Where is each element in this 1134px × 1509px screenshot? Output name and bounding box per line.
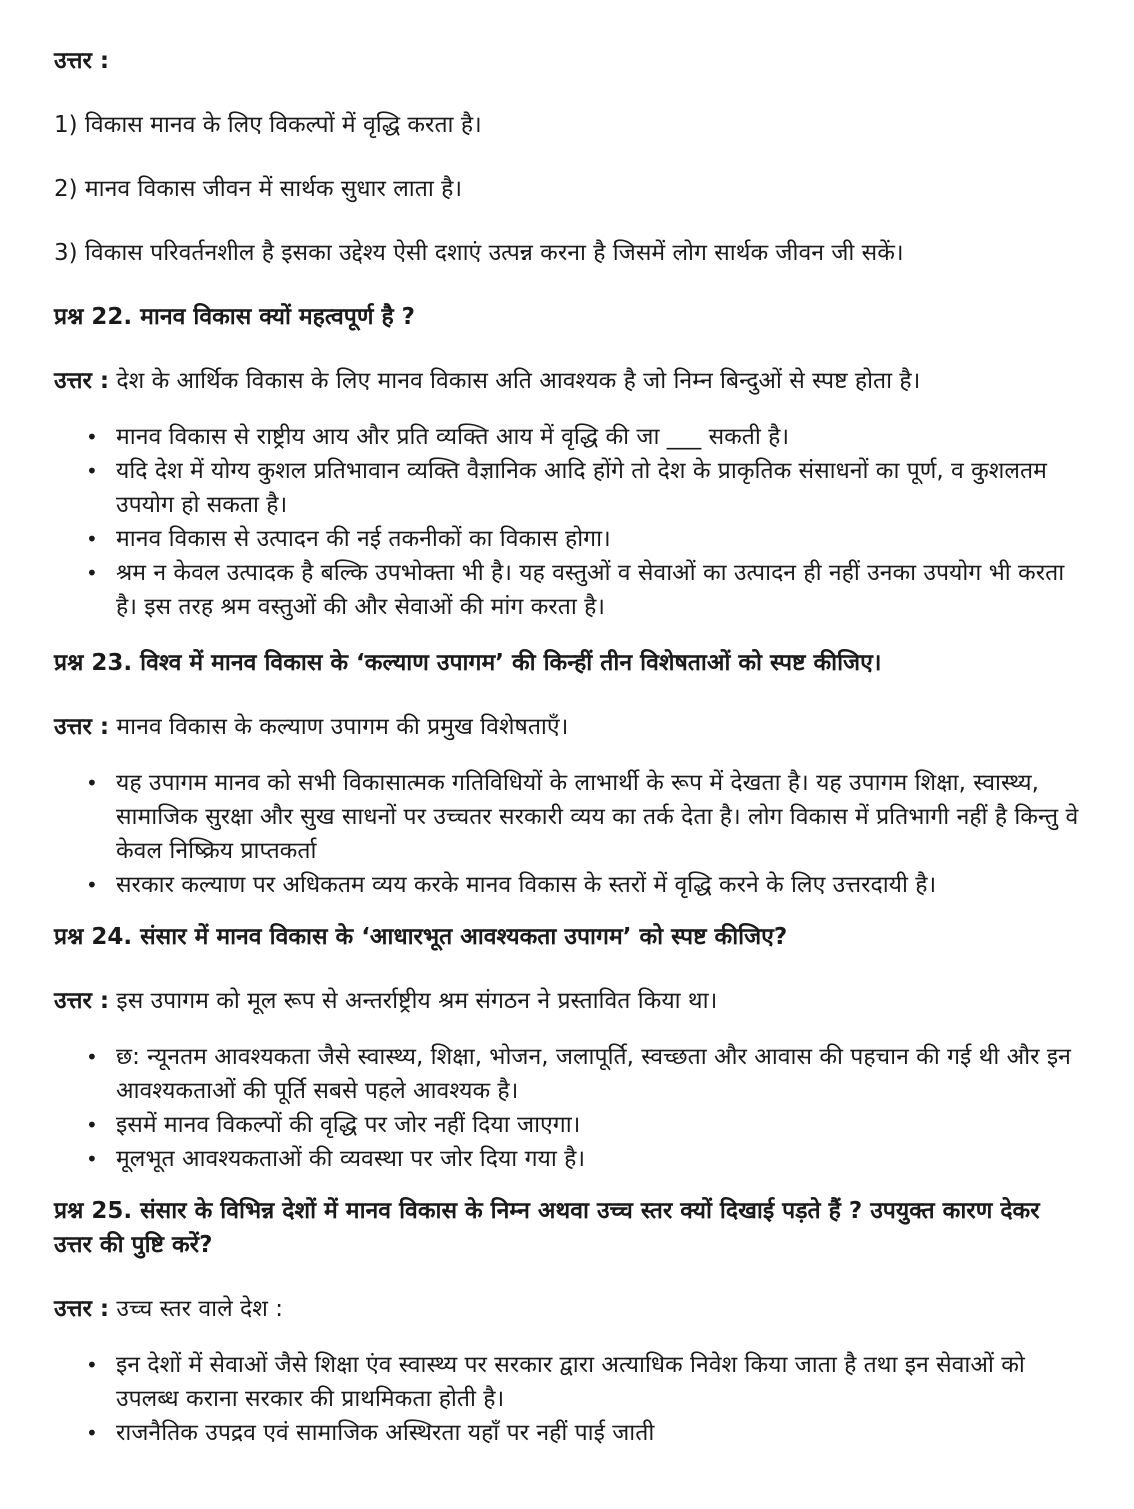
list-item	[54, 1416, 1084, 1450]
bullet-icon: •	[86, 459, 98, 483]
bullet-icon: •	[86, 561, 98, 585]
list-item-text: छ: न्यूनतम आवश्यकता जैसे स्वास्थ्य, शिक्षा, भोजन, जलापूर्ति, स्वच्छता और आवास की पहचान की गई थी और इन आवश्यकताओं की पूर्ति सबसे पहले आवश्यक है।	[116, 1044, 1071, 1104]
question-23-heading: प्रश्न 23. विश्व में मानव विकास के ‘कल्याण उपागम’ की किन्हीं तीन विशेषताओं को स्पष्ट कीजिए।	[54, 650, 882, 676]
answer-24-list	[54, 1040, 1084, 1176]
list-item	[54, 766, 1084, 868]
answer-label: उत्तर :	[54, 48, 110, 74]
bullet-icon: •	[86, 771, 98, 795]
list-item-text: इसमें मानव विकल्पों की वृद्धि पर जोर नहीं दिया जाएगा।	[116, 1112, 581, 1138]
bullet-icon: •	[86, 425, 98, 449]
bullet-icon: •	[86, 873, 98, 897]
answer-line-2: 2) मानव विकास जीवन में सार्थक सुधार लाता है।	[54, 176, 463, 202]
answer-23-intro	[54, 710, 1084, 744]
bullet-icon: •	[86, 1113, 98, 1137]
question-25-heading: प्रश्न 25. संसार के विभिन्न देशों में मानव विकास के निम्न अथवा उच्च स्तर क्यों दिखाई पड़ते हैं ? उपयुक्त कारण देकर उत्तर की पुष्टि करें?	[54, 1198, 1040, 1258]
list-item	[54, 1348, 1084, 1416]
answer-line-3: 3) विकास परिवर्तनशील है इसका उद्देश्य ऐसी दशाएं उत्पन्न करना है जिसमें लोग सार्थक जीवन जी सकें।	[54, 240, 904, 266]
answer-line-1: 1) विकास मानव के लिए विकल्पों में वृद्धि करता है।	[54, 112, 482, 138]
list-item	[54, 522, 1084, 556]
list-item	[54, 420, 1084, 454]
answer-25-intro-text: उच्च स्तर वाले देश :	[116, 1296, 283, 1322]
list-item-text: यह उपागम मानव को सभी विकासात्मक गतिविधियों के लाभार्थी के रूप में देखता है। यह उपागम शिक्षा, स्वास्थ्य, सामाजिक सुरक्षा और सुख साधनों पर उच्चतर सरकारी व्यय का तर्क देता है। लोग विकास में प्रतिभागी नहीं है किन्तु वे केवल निष्क्रिय प्राप्तकर्ता	[116, 770, 1079, 864]
list-item-text: मानव विकास से उत्पादन की नई तकनीकों का विकास होगा।	[116, 526, 611, 552]
list-item	[54, 1142, 1084, 1176]
answer-label: उत्तर :	[54, 368, 110, 394]
answer-22-list	[54, 420, 1084, 624]
answer-23-list	[54, 766, 1084, 902]
bullet-icon: •	[86, 1421, 98, 1445]
list-item	[54, 454, 1084, 522]
answer-label: उत्तर :	[54, 1296, 110, 1322]
answer-label: उत्तर :	[54, 714, 110, 740]
question-24-heading: प्रश्न 24. संसार में मानव विकास के ‘आधारभूत आवश्यकता उपागम’ को स्पष्ट कीजिए?	[54, 924, 788, 950]
list-item-text: श्रम न केवल उत्पादक है बल्कि उपभोक्ता भी है। यह वस्तुओं व सेवाओं का उत्पादन ही नहीं उनका उपयोग भी करता है। इस तरह श्रम वस्तुओं की और सेवाओं की मांग करता है।	[116, 560, 1065, 620]
answer-25-intro	[54, 1292, 1084, 1326]
list-item-text: सरकार कल्याण पर अधिकतम व्यय करके मानव विकास के स्तरों में वृद्धि करने के लिए उत्तरदायी है।	[116, 872, 937, 898]
answer-24-intro-text: इस उपागम को मूल रूप से अन्तर्राष्ट्रीय श्रम संगठन ने प्रस्तावित किया था।	[116, 988, 718, 1014]
list-item	[54, 1040, 1084, 1108]
list-item-text: मानव विकास से राष्ट्रीय आय और प्रति व्यक्ति आय में वृद्धि की जा ___ सकती है।	[116, 424, 790, 450]
list-item-text: मूलभूत आवश्यकताओं की व्यवस्था पर जोर दिया गया है।	[116, 1146, 586, 1172]
answer-24-intro	[54, 984, 1084, 1018]
answer-25-list	[54, 1348, 1084, 1450]
answer-22-intro-text: देश के आर्थिक विकास के लिए मानव विकास अति आवश्यक है जो निम्न बिन्दुओं से स्पष्ट होता है।	[116, 368, 921, 394]
bullet-icon: •	[86, 527, 98, 551]
answer-23-intro-text: मानव विकास के कल्याण उपागम की प्रमुख विशेषताएँ।	[116, 714, 569, 740]
list-item	[54, 556, 1084, 624]
list-item-text: यदि देश में योग्य कुशल प्रतिभावान व्यक्ति वैज्ञानिक आदि होंगे तो देश के प्राकृतिक संसाधनों का पूर्ण, व कुशलतम उपयोग हो सकता है।	[116, 458, 1047, 518]
list-item-text: इन देशों में सेवाओं जैसे शिक्षा एंव स्वास्थ्य पर सरकार द्वारा अत्याधिक निवेश किया जाता है तथा इन सेवाओं को उपलब्ध कराना सरकार की प्राथमिकता होती है।	[116, 1352, 1025, 1412]
bullet-icon: •	[86, 1353, 98, 1377]
list-item-text: राजनैतिक उपद्रव एवं सामाजिक अस्थिरता यहाँ पर नहीं पाई जाती	[116, 1420, 655, 1446]
question-22-heading: प्रश्न 22. मानव विकास क्यों महत्वपूर्ण है ?	[54, 304, 416, 330]
bullet-icon: •	[86, 1045, 98, 1069]
list-item	[54, 868, 1084, 902]
answer-label: उत्तर :	[54, 988, 110, 1014]
list-item	[54, 1108, 1084, 1142]
bullet-icon: •	[86, 1147, 98, 1171]
answer-22-intro	[54, 364, 1084, 398]
